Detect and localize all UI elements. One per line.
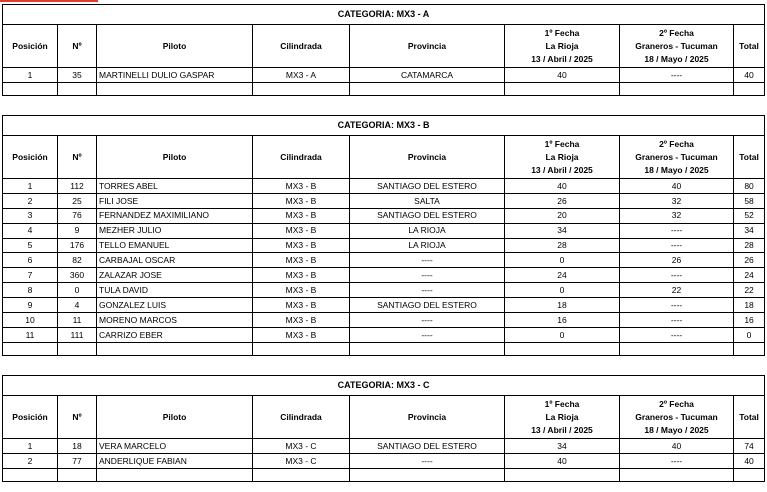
cell-provincia: SANTIAGO DEL ESTERO [350, 439, 505, 454]
cell-piloto: TULA DAVID [97, 283, 253, 298]
empty-cell [3, 342, 58, 355]
header-fecha-1-line: 1º Fecha [544, 138, 580, 149]
empty-cell [620, 468, 734, 481]
cell-posicion: 7 [3, 268, 58, 283]
table-row [3, 208, 765, 223]
cell-piloto: MARTINELLI DULIO GASPAR [97, 68, 253, 83]
cell-fecha-2: 32 [620, 208, 734, 223]
cell-fecha-2: ---- [620, 238, 734, 253]
cell-total: 40 [734, 453, 765, 468]
cell-piloto: TELLO EMANUEL [97, 238, 253, 253]
cell-cilindrada: MX3 - B [253, 313, 350, 328]
header-fecha-2-line: 2º Fecha [659, 398, 694, 409]
cell-provincia: SALTA [350, 193, 505, 208]
header-piloto: Piloto [97, 136, 253, 179]
table-row [3, 223, 765, 238]
cell-numero: 11 [58, 313, 97, 328]
empty-row [3, 342, 765, 355]
header-cilindrada: Cilindrada [253, 25, 350, 68]
category-title: CATEGORIA: MX3 - C [3, 376, 765, 396]
cell-fecha-1: 0 [505, 327, 620, 342]
cell-cilindrada: MX3 - B [253, 283, 350, 298]
cell-posicion: 2 [3, 453, 58, 468]
cell-total: 24 [734, 268, 765, 283]
table-row [3, 439, 765, 454]
cell-cilindrada: MX3 - B [253, 268, 350, 283]
table-row [3, 179, 765, 194]
table-row [3, 313, 765, 328]
header-total: Total [734, 136, 765, 179]
cell-piloto: VERA MARCELO [97, 439, 253, 454]
header-cilindrada: Cilindrada [253, 396, 350, 439]
cell-posicion: 4 [3, 223, 58, 238]
cell-total: 22 [734, 283, 765, 298]
empty-cell [505, 82, 620, 95]
results-table [2, 375, 765, 482]
header-fecha-2 [620, 136, 734, 179]
header-posicion: Posición [3, 396, 58, 439]
cell-total: 16 [734, 313, 765, 328]
empty-cell [734, 468, 765, 481]
header-fecha-1 [505, 396, 620, 439]
empty-cell [350, 342, 505, 355]
cell-cilindrada: MX3 - B [253, 179, 350, 194]
table-row [3, 253, 765, 268]
section-mx3-b [2, 115, 764, 356]
cell-posicion: 2 [3, 193, 58, 208]
cell-provincia: SANTIAGO DEL ESTERO [350, 208, 505, 223]
empty-cell [350, 82, 505, 95]
cell-posicion: 1 [3, 68, 58, 83]
cell-fecha-1: 0 [505, 253, 620, 268]
section-mx3-c [2, 375, 764, 482]
category-title: CATEGORIA: MX3 - A [3, 5, 765, 25]
header-piloto: Piloto [97, 396, 253, 439]
cell-piloto: MORENO MARCOS [97, 313, 253, 328]
cell-provincia: SANTIAGO DEL ESTERO [350, 179, 505, 194]
cell-provincia: CATAMARCA [350, 68, 505, 83]
cell-total: 28 [734, 238, 765, 253]
cell-fecha-1: 40 [505, 453, 620, 468]
cell-numero: 360 [58, 268, 97, 283]
table-row [3, 268, 765, 283]
header-fecha-2-line: Graneros - Tucuman [635, 151, 718, 162]
cell-fecha-1: 34 [505, 439, 620, 454]
empty-cell [253, 468, 350, 481]
cell-fecha-2: ---- [620, 223, 734, 238]
cell-numero: 35 [58, 68, 97, 83]
results-table [2, 4, 765, 96]
cell-piloto: ZALAZAR JOSE [97, 268, 253, 283]
cell-fecha-1: 18 [505, 298, 620, 313]
cell-posicion: 6 [3, 253, 58, 268]
cell-posicion: 5 [3, 238, 58, 253]
cell-cilindrada: MX3 - B [253, 253, 350, 268]
header-fecha-1-line: 1º Fecha [544, 398, 580, 409]
header-fecha-2-line: Graneros - Tucuman [635, 40, 718, 51]
cell-fecha-1: 0 [505, 283, 620, 298]
header-fecha-1-line: La Rioja [545, 151, 579, 162]
top-accent-bar [0, 0, 98, 2]
cell-piloto: CARBAJAL OSCAR [97, 253, 253, 268]
header-fecha-1-line: 13 / Abril / 2025 [531, 164, 593, 175]
cell-piloto: GONZALEZ LUIS [97, 298, 253, 313]
empty-cell [734, 82, 765, 95]
cell-cilindrada: MX3 - B [253, 193, 350, 208]
cell-numero: 18 [58, 439, 97, 454]
cell-numero: 9 [58, 223, 97, 238]
header-provincia: Provincia [350, 396, 505, 439]
empty-cell [505, 342, 620, 355]
cell-piloto: FERNANDEZ MAXIMILIANO [97, 208, 253, 223]
empty-cell [505, 468, 620, 481]
empty-cell [620, 342, 734, 355]
cell-posicion: 10 [3, 313, 58, 328]
table-row [3, 238, 765, 253]
cell-fecha-2: ---- [620, 453, 734, 468]
cell-total: 52 [734, 208, 765, 223]
cell-provincia: SANTIAGO DEL ESTERO [350, 298, 505, 313]
cell-fecha-1: 20 [505, 208, 620, 223]
cell-provincia: LA RIOJA [350, 223, 505, 238]
empty-cell [97, 82, 253, 95]
header-total: Total [734, 396, 765, 439]
cell-fecha-1: 40 [505, 68, 620, 83]
cell-posicion: 1 [3, 439, 58, 454]
cell-fecha-2: 32 [620, 193, 734, 208]
empty-row [3, 468, 765, 481]
cell-piloto: TORRES ABEL [97, 179, 253, 194]
cell-posicion: 11 [3, 327, 58, 342]
cell-piloto: ANDERLIQUE FABIAN [97, 453, 253, 468]
cell-cilindrada: MX3 - B [253, 208, 350, 223]
header-piloto: Piloto [97, 25, 253, 68]
cell-fecha-1: 40 [505, 179, 620, 194]
cell-provincia: ---- [350, 268, 505, 283]
cell-fecha-2: 22 [620, 283, 734, 298]
cell-cilindrada: MX3 - B [253, 223, 350, 238]
table-row [3, 283, 765, 298]
cell-total: 58 [734, 193, 765, 208]
table-row [3, 298, 765, 313]
cell-numero: 25 [58, 193, 97, 208]
cell-fecha-2: ---- [620, 268, 734, 283]
empty-cell [97, 468, 253, 481]
cell-provincia: ---- [350, 453, 505, 468]
cell-fecha-1: 16 [505, 313, 620, 328]
cell-fecha-2: ---- [620, 68, 734, 83]
empty-cell [58, 82, 97, 95]
cell-total: 80 [734, 179, 765, 194]
cell-provincia: LA RIOJA [350, 238, 505, 253]
cell-fecha-2: 40 [620, 439, 734, 454]
cell-cilindrada: MX3 - B [253, 298, 350, 313]
cell-piloto: MEZHER JULIO [97, 223, 253, 238]
header-fecha-2 [620, 25, 734, 68]
header-fecha-2-line: 18 / Mayo / 2025 [644, 424, 709, 435]
header-fecha-2-line: 2º Fecha [659, 27, 694, 38]
cell-provincia: ---- [350, 253, 505, 268]
cell-cilindrada: MX3 - B [253, 238, 350, 253]
cell-fecha-1: 34 [505, 223, 620, 238]
cell-numero: 76 [58, 208, 97, 223]
cell-cilindrada: MX3 - C [253, 439, 350, 454]
header-cilindrada: Cilindrada [253, 136, 350, 179]
cell-total: 18 [734, 298, 765, 313]
cell-fecha-1: 28 [505, 238, 620, 253]
cell-numero: 112 [58, 179, 97, 194]
header-fecha-2-line: 2º Fecha [659, 138, 694, 149]
table-row [3, 68, 765, 83]
cell-fecha-2: ---- [620, 313, 734, 328]
cell-provincia: ---- [350, 283, 505, 298]
cell-posicion: 1 [3, 179, 58, 194]
cell-total: 0 [734, 327, 765, 342]
cell-fecha-2: 26 [620, 253, 734, 268]
section-mx3-a [2, 4, 764, 96]
header-fecha-2-line: 18 / Mayo / 2025 [644, 164, 709, 175]
empty-cell [734, 342, 765, 355]
cell-piloto: FILI JOSE [97, 193, 253, 208]
cell-total: 40 [734, 68, 765, 83]
cell-provincia: ---- [350, 327, 505, 342]
empty-cell [3, 82, 58, 95]
cell-fecha-2: ---- [620, 327, 734, 342]
empty-cell [620, 82, 734, 95]
cell-numero: 176 [58, 238, 97, 253]
header-fecha-1-line: 13 / Abril / 2025 [531, 53, 593, 64]
header-numero: Nº [58, 25, 97, 68]
results-table [2, 115, 765, 356]
table-row [3, 193, 765, 208]
header-fecha-1-line: 13 / Abril / 2025 [531, 424, 593, 435]
header-fecha-1 [505, 25, 620, 68]
cell-total: 74 [734, 439, 765, 454]
empty-cell [3, 468, 58, 481]
header-posicion: Posición [3, 136, 58, 179]
cell-posicion: 8 [3, 283, 58, 298]
header-fecha-1-line: La Rioja [545, 40, 579, 51]
header-fecha-1 [505, 136, 620, 179]
cell-fecha-2: 40 [620, 179, 734, 194]
cell-numero: 0 [58, 283, 97, 298]
empty-cell [58, 342, 97, 355]
category-title: CATEGORIA: MX3 - B [3, 116, 765, 136]
header-fecha-2 [620, 396, 734, 439]
cell-fecha-1: 24 [505, 268, 620, 283]
header-provincia: Provincia [350, 136, 505, 179]
cell-piloto: CARRIZO EBER [97, 327, 253, 342]
header-total: Total [734, 25, 765, 68]
table-row [3, 453, 765, 468]
cell-posicion: 3 [3, 208, 58, 223]
cell-total: 26 [734, 253, 765, 268]
header-fecha-1-line: La Rioja [545, 411, 579, 422]
header-fecha-1-line: 1º Fecha [544, 27, 580, 38]
header-numero: Nº [58, 136, 97, 179]
header-posicion: Posición [3, 25, 58, 68]
empty-row [3, 82, 765, 95]
header-provincia: Provincia [350, 25, 505, 68]
cell-cilindrada: MX3 - C [253, 453, 350, 468]
cell-numero: 82 [58, 253, 97, 268]
header-fecha-2-line: Graneros - Tucuman [635, 411, 718, 422]
cell-fecha-2: ---- [620, 298, 734, 313]
cell-total: 34 [734, 223, 765, 238]
cell-numero: 111 [58, 327, 97, 342]
cell-numero: 77 [58, 453, 97, 468]
empty-cell [97, 342, 253, 355]
cell-numero: 4 [58, 298, 97, 313]
header-fecha-2-line: 18 / Mayo / 2025 [644, 53, 709, 64]
empty-cell [350, 468, 505, 481]
cell-cilindrada: MX3 - B [253, 327, 350, 342]
cell-posicion: 9 [3, 298, 58, 313]
table-row [3, 327, 765, 342]
cell-cilindrada: MX3 - A [253, 68, 350, 83]
cell-fecha-1: 26 [505, 193, 620, 208]
cell-provincia: ---- [350, 313, 505, 328]
empty-cell [58, 468, 97, 481]
empty-cell [253, 342, 350, 355]
empty-cell [253, 82, 350, 95]
header-numero: Nº [58, 396, 97, 439]
